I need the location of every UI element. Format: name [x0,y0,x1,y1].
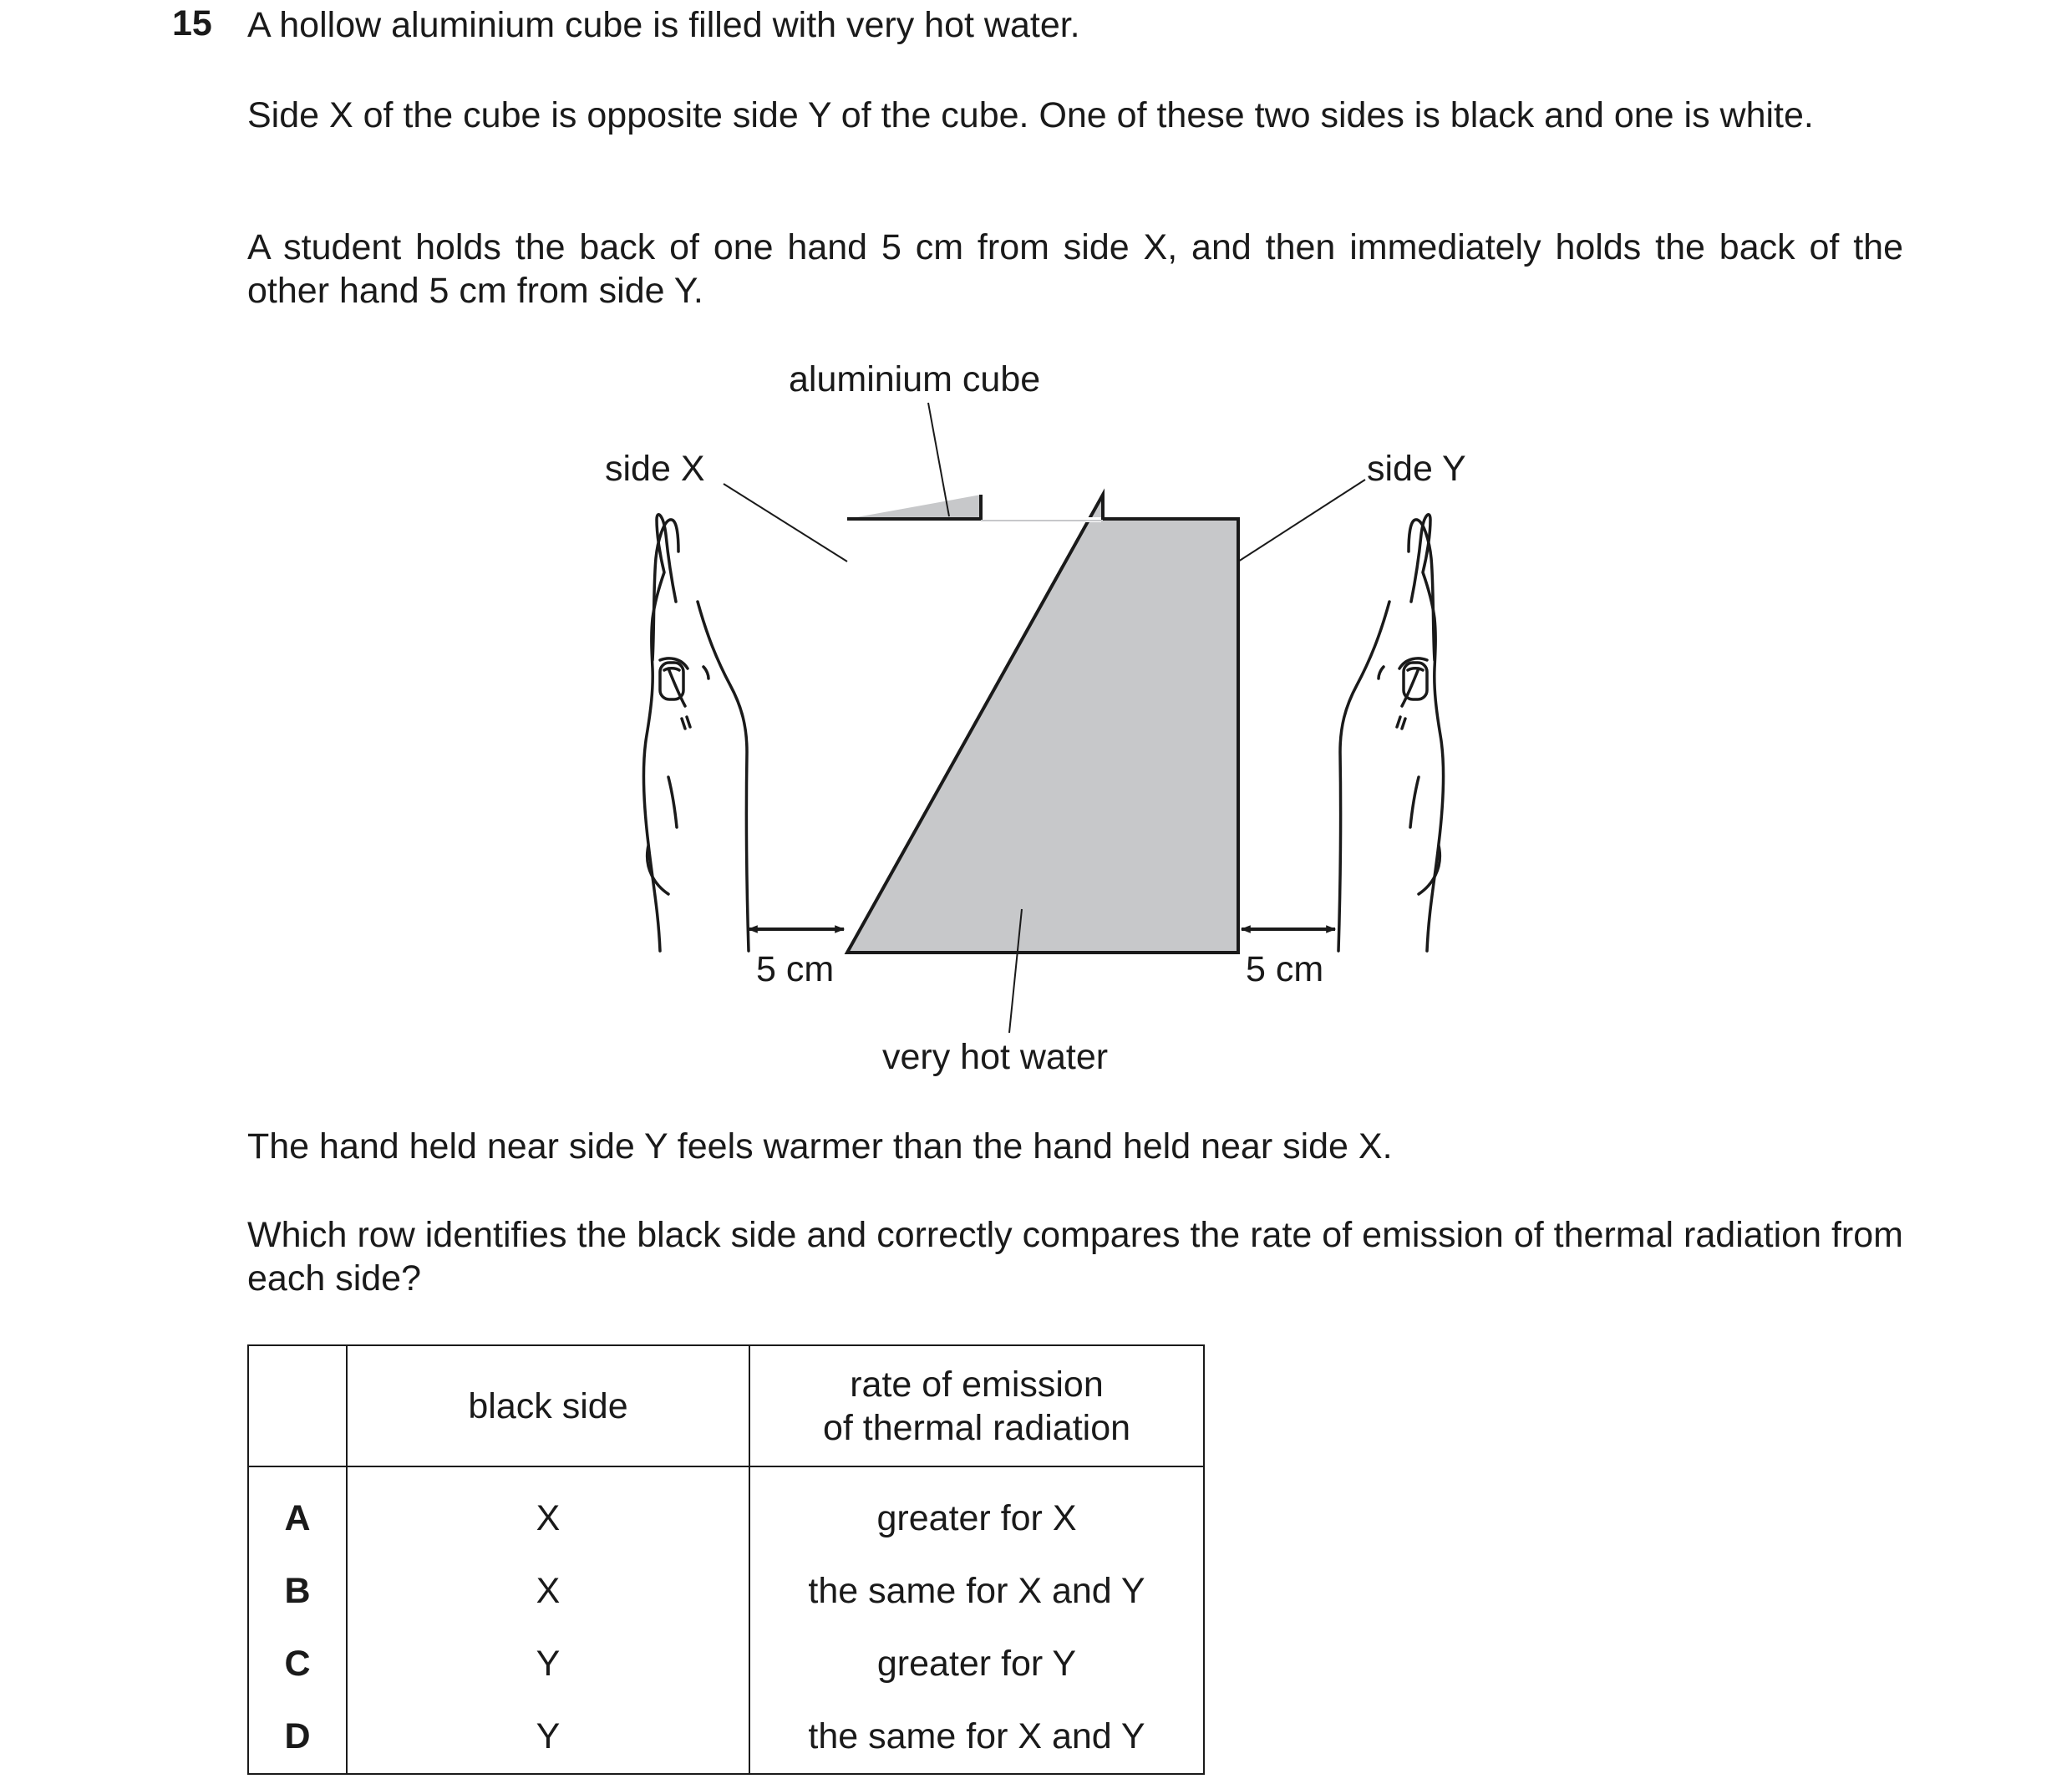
water-leader-line [1009,909,1022,1033]
option-letter: D [248,1700,347,1774]
option-rate: greater for X [749,1466,1204,1555]
label-side-y: side Y [1367,449,1466,489]
side-y-leader-line [1238,480,1365,562]
option-letter: C [248,1628,347,1700]
side-x-leader-line [724,484,847,562]
label-aluminium-cube: aluminium cube [789,359,1041,399]
table-header-row [248,1345,1204,1466]
option-black-side: X [347,1555,749,1628]
question-observation: The hand held near side Y feels warmer than the hand held near side X. [247,1126,1393,1166]
table-row[interactable] [248,1466,1204,1555]
header-rate-of-emission [749,1345,1204,1466]
table-row[interactable] [248,1628,1204,1700]
label-very-hot-water: very hot water [882,1037,1109,1077]
header-black-side: black side [347,1345,749,1466]
label-distance-left: 5 cm [756,949,835,989]
answer-options-table [247,1344,1205,1775]
option-rate: the same for X and Y [749,1555,1204,1628]
option-black-side: Y [347,1628,749,1700]
option-black-side: X [347,1466,749,1555]
label-distance-right: 5 cm [1246,949,1324,989]
option-rate: greater for Y [749,1628,1204,1700]
option-letter: B [248,1555,347,1628]
question-procedure-text: A student holds the back of one hand 5 cm from side X, and then immediately holds the back of the other hand 5 cm from side Y. [247,227,1903,311]
question-number: 15 [172,3,212,43]
question-prompt: Which row identifies the black side and correctly compares the rate of emission of thermal radiation from each side? [247,1215,1903,1299]
question-sides-text: Side X of the cube is opposite side Y of the cube. One of these two sides is black and one is white. [247,95,1814,135]
table-row[interactable] [248,1555,1204,1628]
option-letter: A [248,1466,347,1555]
option-black-side: Y [347,1700,749,1774]
label-side-x: side X [605,449,705,489]
table-row[interactable] [248,1700,1204,1774]
right-hand-icon [1338,515,1444,951]
header-letter [248,1345,347,1466]
aluminium-cube [847,495,1238,953]
header-rate-line2: of thermal radiation [822,1407,1131,1448]
header-rate-line1: rate of emission [850,1364,1104,1405]
question-intro: A hollow aluminium cube is filled with very hot water. [247,5,1080,45]
cube-leader-line [928,403,949,516]
option-rate: the same for X and Y [749,1700,1204,1774]
left-hand-icon [643,515,749,951]
